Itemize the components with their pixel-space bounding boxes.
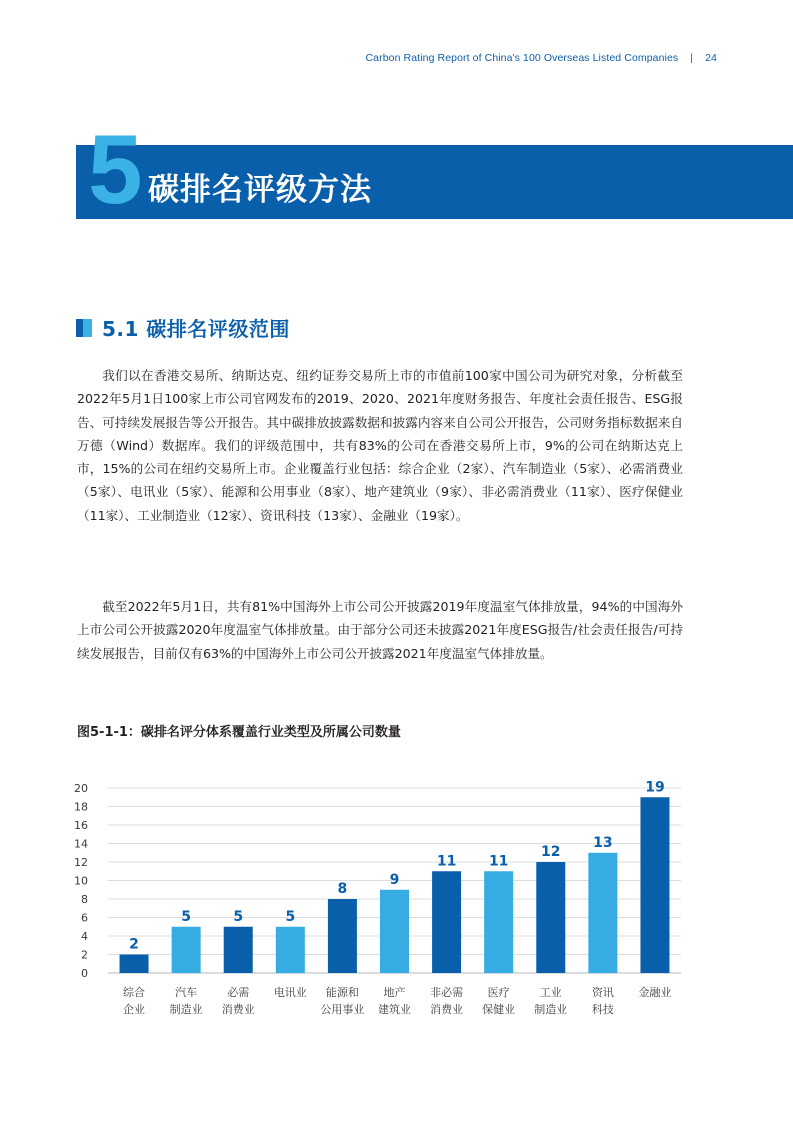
data-label: 11 (436, 853, 457, 870)
data-label: 5 (285, 908, 296, 925)
paragraph-disclosure: 截至2022年5月1日，共有81%中国海外上市公司公开披露2019年度温室气体排放量，94%的中国海外上市公司公开披露2020年度温室气体排放量。由于部分公司还未披露2021年度ESG报告/社会责任报告/可持续发展报告，目前仅有63%的中国海外上市公司公开披露2021年度温室气体排放量。 (77, 599, 683, 661)
x-tick-label: 金融业 (638, 986, 672, 999)
bar (484, 871, 513, 973)
x-tick-label: 保健业 (482, 1003, 516, 1016)
bar (640, 797, 669, 973)
y-tick-label: 6 (81, 911, 88, 925)
data-label: 2 (129, 936, 139, 953)
y-tick-label: 0 (81, 967, 88, 980)
x-tick-label: 建筑业 (378, 1003, 411, 1016)
page-number: 24 (705, 52, 717, 64)
x-tick-label: 公用事业 (320, 1003, 365, 1016)
x-tick-label: 汽车 (175, 986, 198, 999)
paragraph-scope: 我们以在香港交易所、纳斯达克、纽约证券交易所上市的市值前100家中国公司为研究对象，分析截至2022年5月1日100家上市公司官网发布的2019、2020、2021年度财务报告、年度社会责任报告、ESG报告、可持续发展报告等公开报告。其中碳排放披露数据和披露内容来自公司公开报告，公司财务指标数据来自万德（Wind）数据库。我们的评级范围中，共有83%的公司在香港交易所上市，9%的公司在纳斯达克上市，15%的公司在纽约交易所上市。企业覆盖行业包括：综合企业（2家）、汽车制造业（5家）、必需消费业（5家）、电讯业（5家）、能源和公用事业（8家）、地产建筑业（9家）、非必需消费业（11家）、医疗保健业（11家）、工业制造业（12家）、资讯科技（13家）、金融业（19家）。 (77, 368, 683, 523)
y-tick-label: 12 (74, 856, 88, 869)
bar (536, 862, 565, 973)
x-tick-label: 电讯业 (273, 986, 307, 999)
data-label: 12 (541, 844, 561, 860)
chapter-number: 5 (88, 114, 143, 224)
y-tick-label: 2 (81, 948, 88, 962)
data-label: 11 (488, 853, 509, 870)
x-tick-label: 科技 (591, 1003, 614, 1016)
data-label: 13 (593, 834, 613, 851)
x-tick-label: 地产 (383, 986, 406, 999)
bar (380, 890, 409, 973)
bar (276, 927, 305, 973)
data-label: 5 (233, 908, 244, 925)
bar (328, 899, 357, 973)
figure-caption: 图5-1-1：碳排名评分体系覆盖行业类型及所属公司数量 (77, 725, 401, 740)
x-tick-label: 资讯 (591, 986, 614, 999)
data-label: 19 (645, 779, 665, 796)
bar (432, 871, 461, 973)
bar (588, 853, 617, 973)
bar (172, 927, 201, 973)
x-tick-label: 医疗 (487, 986, 510, 999)
x-tick-label: 必需 (227, 986, 250, 999)
data-label: 9 (389, 871, 400, 888)
y-tick-label: 14 (74, 837, 88, 851)
y-tick-label: 20 (74, 782, 88, 795)
data-label: 5 (181, 908, 192, 925)
chapter-title: 碳排名评级方法 (148, 172, 372, 208)
y-tick-label: 18 (74, 800, 88, 814)
y-tick-label: 10 (74, 874, 88, 888)
x-tick-label: 综合 (123, 986, 146, 999)
x-tick-label: 工业 (539, 986, 562, 999)
y-tick-label: 8 (81, 893, 88, 906)
x-tick-label: 制造业 (169, 1003, 203, 1016)
header-separator: | (690, 52, 694, 64)
bar (120, 955, 149, 974)
y-tick-label: 4 (81, 930, 88, 943)
x-tick-label: 消费业 (430, 1003, 464, 1016)
x-tick-label: 制造业 (534, 1003, 568, 1016)
x-tick-label: 消费业 (221, 1003, 255, 1016)
x-tick-label: 能源和 (325, 986, 359, 999)
bar (224, 927, 253, 973)
x-tick-label: 非必需 (430, 986, 464, 999)
section-title: 5.1 碳排名评级范围 (102, 317, 290, 341)
x-tick-label: 企业 (123, 1003, 146, 1016)
report-title: Carbon Rating Report of China's 100 Overseas Listed Companies (365, 52, 679, 64)
data-label: 8 (337, 881, 348, 897)
y-tick-label: 16 (74, 819, 88, 832)
